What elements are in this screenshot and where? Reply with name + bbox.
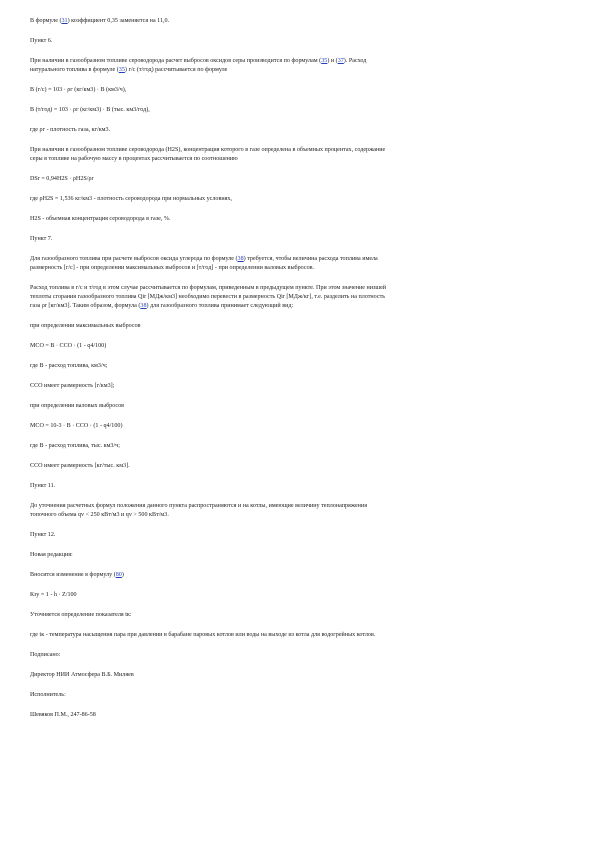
text-line xyxy=(30,37,565,46)
text-line xyxy=(30,264,565,273)
paragraph xyxy=(30,57,565,75)
paragraph xyxy=(30,482,565,491)
text-segment: ) г/с (т/год) рассчитывается по формуле xyxy=(124,67,228,73)
formula-reference-link[interactable]: 38 xyxy=(140,303,147,309)
text-segment: MCO = 10-3 · B · CCO · (1 - q4/100) xyxy=(30,423,123,429)
text-line xyxy=(30,651,565,660)
text-segment: H2S - объемная концентрация сероводорода в газе, %. xyxy=(30,216,171,222)
text-line xyxy=(30,362,565,371)
formula-reference-link[interactable]: 38 xyxy=(237,256,244,262)
text-segment: CCO имеет размерность [г/км3]; xyxy=(30,383,115,389)
paragraph xyxy=(30,37,565,46)
text-line xyxy=(30,551,565,560)
paragraph xyxy=(30,402,565,411)
text-line xyxy=(30,571,565,580)
formula-reference-link[interactable]: 35 xyxy=(321,58,328,64)
text-line xyxy=(30,502,565,511)
paragraph xyxy=(30,235,565,244)
text-line xyxy=(30,155,565,164)
text-segment: Для газообразного топлива при расчете выбросов оксида углерода по формуле ( xyxy=(30,256,238,262)
text-line xyxy=(30,342,565,351)
text-line xyxy=(30,711,565,720)
text-segment: газа ρr [кг/км3]. Таким образом, формула ( xyxy=(30,303,141,309)
formula-reference-link[interactable]: 31 xyxy=(61,18,68,24)
paragraph xyxy=(30,362,565,371)
text-line xyxy=(30,462,565,471)
text-segment: Пункт 7. xyxy=(30,236,53,242)
text-segment: В (т/год) = 103 · ρг (кг/км3) · В (тыс. км3/год), xyxy=(30,107,150,113)
paragraph xyxy=(30,611,565,620)
text-line xyxy=(30,235,565,244)
paragraph xyxy=(30,551,565,560)
text-segment: где B - расход топлива, км3/ч; xyxy=(30,363,108,369)
text-line xyxy=(30,195,565,204)
paragraph xyxy=(30,422,565,431)
paragraph xyxy=(30,175,565,184)
text-segment: ) и ( xyxy=(327,58,338,64)
text-segment: Расход топлива в г/с и т/год в этом случае рассчитывается по формулам, приведенным в предыдущем пункте. При этом значение низшей xyxy=(30,285,387,291)
text-line xyxy=(30,611,565,620)
text-line xyxy=(30,322,565,331)
paragraph xyxy=(30,146,565,164)
text-line xyxy=(30,482,565,491)
text-line xyxy=(30,284,565,293)
text-line xyxy=(30,442,565,451)
text-segment: В (г/с) = 103 · ρг (кг/км3) · В (км3/ч), xyxy=(30,87,127,93)
text-segment: ) для газообразного топлива принимает следующий вид: xyxy=(146,303,294,309)
paragraph xyxy=(30,631,565,640)
text-segment: где ρг - плотность газа, кг/км3. xyxy=(30,127,111,133)
paragraph xyxy=(30,106,565,115)
paragraph xyxy=(30,571,565,580)
text-segment: MCO = B · CCO · (1 - q4/100) xyxy=(30,343,107,349)
text-segment: ) xyxy=(121,572,124,578)
text-line xyxy=(30,86,565,95)
text-line xyxy=(30,57,565,66)
text-line xyxy=(30,531,565,540)
paragraph xyxy=(30,255,565,273)
text-line xyxy=(30,106,565,115)
text-segment: Пункт 12. xyxy=(30,532,56,538)
text-segment: где tк - температура насыщения пара при давлении в барабане паровых котлов или воды на выходе из котла для водогрейных котлов. xyxy=(30,632,376,638)
text-line xyxy=(30,402,565,411)
text-line xyxy=(30,215,565,224)
text-segment: размерность [г/с] - при определении максимальных выбросов и [т/год] - при определении валовых выбросов. xyxy=(30,265,315,271)
text-segment: При наличии в газообразном топливе сероводорода расчет выбросов оксидов серы производится по формулам ( xyxy=(30,58,322,64)
text-line xyxy=(30,691,565,700)
text-segment: серы в топливе на рабочую массу в процентах рассчитывается по соотношению xyxy=(30,156,238,162)
formula-reference-link[interactable]: 37 xyxy=(337,58,344,64)
text-line xyxy=(30,302,565,311)
paragraph xyxy=(30,711,565,720)
text-segment: где ρH2S = 1,536 кг/км3 - плотность сероводорода при нормальных условиях, xyxy=(30,196,232,202)
paragraph xyxy=(30,651,565,660)
text-segment: теплоты сгорания газообразного топлива Qir [МДж/км3] необходимо перевести в размерность Qir [МДж/кг], т.е. разделить на плотность xyxy=(30,294,386,300)
paragraph xyxy=(30,691,565,700)
text-segment: ). Расход xyxy=(343,58,367,64)
text-segment: Исполнитель: xyxy=(30,692,66,698)
text-segment: При наличии в газообразном топливе сероводорода (H2S), концентрация которого в газе определена в объемных процентах, содержание xyxy=(30,147,386,153)
text-line xyxy=(30,631,565,640)
text-segment: Директор НИИ Атмосфера В.Б. Миляев xyxy=(30,672,134,678)
text-line xyxy=(30,382,565,391)
text-line xyxy=(30,255,565,264)
paragraph xyxy=(30,442,565,451)
text-line xyxy=(30,175,565,184)
text-segment: ) коэффициент 0,35 заменяется на 11,0. xyxy=(67,18,170,24)
paragraph xyxy=(30,342,565,351)
text-segment: где B - расход топлива, тыс. км3/ч; xyxy=(30,443,120,449)
paragraph xyxy=(30,591,565,600)
paragraph xyxy=(30,462,565,471)
text-segment: Кзу = 1 - h · Z/100 xyxy=(30,592,77,598)
text-line xyxy=(30,126,565,135)
text-line xyxy=(30,422,565,431)
paragraph xyxy=(30,322,565,331)
text-line xyxy=(30,671,565,680)
text-segment: Подписано: xyxy=(30,652,61,658)
paragraph xyxy=(30,284,565,311)
paragraph xyxy=(30,215,565,224)
paragraph xyxy=(30,195,565,204)
text-segment: Шевяков П.М., 247-86-58 xyxy=(30,712,96,718)
paragraph xyxy=(30,126,565,135)
text-segment: ) требуется, чтобы величина расхода топлива имела xyxy=(243,256,378,262)
paragraph xyxy=(30,502,565,520)
paragraph xyxy=(30,671,565,680)
text-segment: Уточняется определение показателя tк: xyxy=(30,612,132,618)
text-line xyxy=(30,66,565,75)
text-line xyxy=(30,17,565,26)
text-line xyxy=(30,293,565,302)
text-segment: Вносится изменение в формулу ( xyxy=(30,572,116,578)
text-line xyxy=(30,511,565,520)
text-segment: при определении валовых выбросов xyxy=(30,403,125,409)
text-segment: Пункт 11. xyxy=(30,483,56,489)
text-line xyxy=(30,146,565,155)
formula-reference-link[interactable]: 35 xyxy=(118,67,125,73)
text-segment: DSr = 0,94H2S · ρH2S/ρr xyxy=(30,176,94,182)
text-line xyxy=(30,591,565,600)
text-segment: В формуле ( xyxy=(30,18,62,24)
formula-reference-link[interactable]: 80 xyxy=(115,572,122,578)
text-segment: Новая редакция: xyxy=(30,552,73,558)
text-segment: при определении максимальных выбросов xyxy=(30,323,141,329)
paragraph xyxy=(30,382,565,391)
text-segment: натурального топлива в формуле ( xyxy=(30,67,119,73)
text-segment: До уточнения расчетных формул положения данного пункта распространяются и на котлы, имеющие величину теплонапряжения xyxy=(30,503,367,509)
paragraph xyxy=(30,17,565,26)
text-segment: Пункт 6. xyxy=(30,38,53,44)
paragraph xyxy=(30,531,565,540)
text-segment: CCO имеет размерность [кг/тыс. км3]. xyxy=(30,463,130,469)
paragraph xyxy=(30,86,565,95)
text-segment: топочного объема qv < 250 кВт/м3 и qv > 500 кВт/м3. xyxy=(30,512,169,518)
